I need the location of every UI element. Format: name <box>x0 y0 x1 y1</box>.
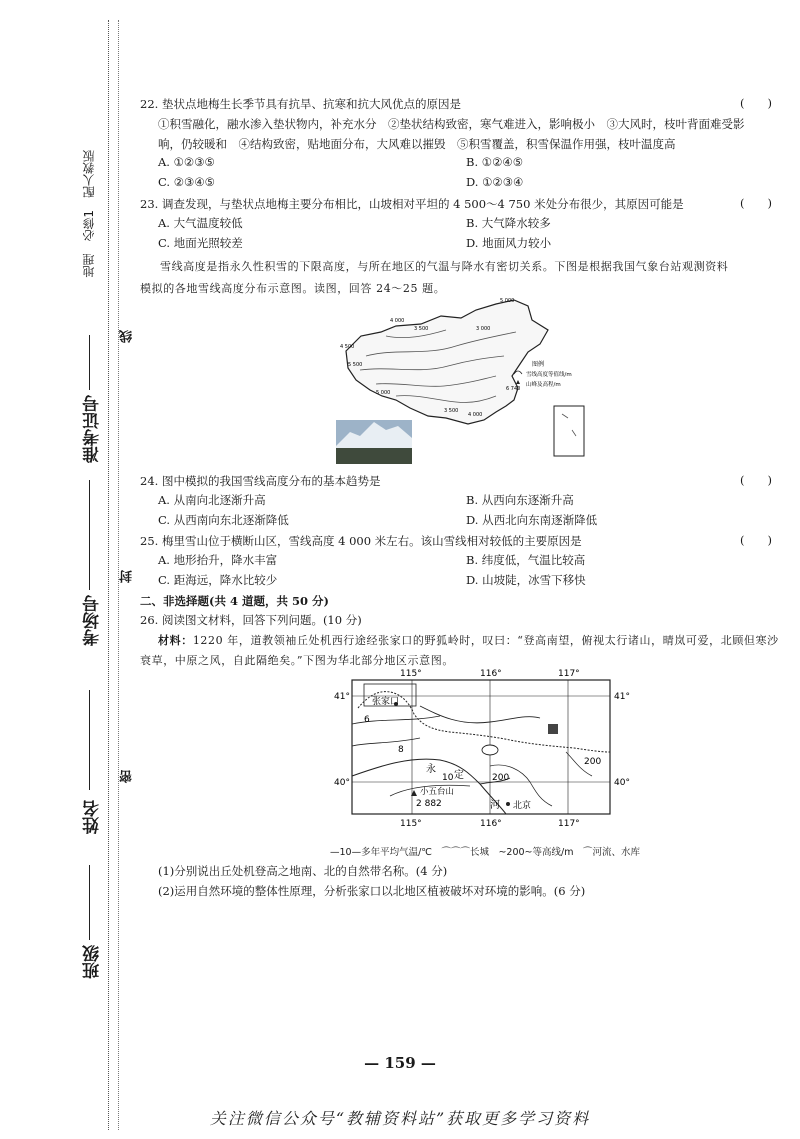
q25-option-a[interactable]: A. 地形抬升，降水丰富 <box>158 553 278 567</box>
q25-option-d[interactable]: D. 山坡陡，冰雪下移快 <box>466 573 586 587</box>
q24-option-a[interactable]: A. 从南向北逐渐升高 <box>158 493 266 507</box>
contour-label: 3 500 <box>414 326 429 332</box>
q25-stem: 25. 梅里雪山位于横断山区，雪线高度 4 000 米左右。该山雪线相对较低的主要原因是 <box>140 534 582 548</box>
q22-stem: 22. 垫状点地梅生长季节具有抗旱、抗寒和抗大风优点的原因是 <box>140 97 461 111</box>
q22-answer-paren[interactable]: ( ) <box>740 96 772 110</box>
peak-elevation: 2 882 <box>416 799 442 809</box>
seal-xian: 线 <box>120 330 135 343</box>
lon-label: 116° <box>480 669 502 679</box>
isotherm-label: 6 <box>364 715 370 725</box>
north-china-map <box>330 666 630 842</box>
exam-id-blank[interactable] <box>89 335 90 390</box>
contour-label: 3 000 <box>476 326 491 332</box>
q23-answer-paren[interactable]: ( ) <box>740 196 772 210</box>
q25-option-b[interactable]: B. 纬度低，气温比较高 <box>466 553 586 567</box>
page-number: — 159 — <box>364 1054 436 1072</box>
place-xiaowutai: 小五台山 <box>420 787 455 797</box>
seal-feng: 封 <box>120 570 135 583</box>
q22-statement-line2: 响，仍较暖和 ④结构致密，贴地面分布，大风难以摧毁 ⑤积雪覆盖，积雪保温作用强，枝叶温度高 <box>158 137 676 151</box>
peak-icon <box>516 380 520 384</box>
legend-peak: 山峰及高程/m <box>526 382 561 388</box>
place-ding: 定 <box>454 770 464 781</box>
q25-answer-paren[interactable]: ( ) <box>740 533 772 547</box>
lon-label: 117° <box>558 669 580 679</box>
q26-sub2: (2)运用自然环境的整体性原理，分析张家口以北地区植被破坏对环境的影响。(6 分) <box>158 884 586 898</box>
lat-label: 40° <box>334 778 350 788</box>
lat-label: 40° <box>614 778 630 788</box>
q23-option-d[interactable]: D. 地面风力较小 <box>466 236 552 250</box>
q23-stem: 23. 调查发现，与垫状点地梅主要分布相比，山坡相对平坦的 4 500～4 750 米处分布很少，其原因可能是 <box>140 197 684 211</box>
q22-option-a[interactable]: A. ①②③⑤ <box>158 155 215 169</box>
class-blank[interactable] <box>89 865 90 940</box>
lon-label: 115° <box>400 669 422 679</box>
q24-option-c[interactable]: C. 从西南向东北逐渐降低 <box>158 513 289 527</box>
binding-dotted-line <box>108 20 109 1130</box>
sidebar-name-label: 姓名 <box>83 800 103 834</box>
contour-label: 4 500 <box>340 344 355 350</box>
footer-note: 关注微信公众号“教辅资料站”获取更多学习资料 <box>209 1109 591 1128</box>
q25-option-c[interactable]: C. 距海远，降水比较少 <box>158 573 278 587</box>
material-label: 材料： <box>158 634 193 647</box>
passage-snowline-line1: 雪线高度是指永久性积雪的下限高度，与所在地区的气温与降水有密切关系。下图是根据我国气象台站观测资料 <box>160 260 729 273</box>
contour-label: 5 000 <box>500 298 515 304</box>
passage-snowline-line2: 模拟的各地雪线高度分布示意图。读图，回答 24～25 题。 <box>140 282 446 295</box>
room-no-blank[interactable] <box>89 480 90 590</box>
contour-label: 200 <box>584 757 602 767</box>
isotherm-label: 10 <box>442 773 454 783</box>
seal-mi: 密 <box>120 770 135 783</box>
china-outline <box>346 300 548 424</box>
q24-option-d[interactable]: D. 从西北向东南逐渐降低 <box>466 513 598 527</box>
reservoir <box>548 724 558 734</box>
q26-sub1: (1)分别说出丘处机登高之地南、北的自然带名称。(4 分) <box>158 864 448 878</box>
q24-answer-paren[interactable]: ( ) <box>740 473 772 487</box>
sidebar-room-no-label: 考场号 <box>83 595 103 646</box>
q26-stem: 26. 阅读图文材料，回答下列问题。(10 分) <box>140 613 362 627</box>
sidebar-class-label: 班级 <box>83 945 103 979</box>
south-china-sea-inset <box>554 406 584 456</box>
q26-material-line2: 衰草，中原之风，自此隔绝矣。”下图为华北部分地区示意图。 <box>140 654 454 667</box>
place-yong: 永 <box>426 764 436 775</box>
q23-option-a[interactable]: A. 大气温度较低 <box>158 216 243 230</box>
beijing-marker <box>506 802 510 806</box>
q24-option-b[interactable]: B. 从西向东逐渐升高 <box>466 493 574 507</box>
sidebar-exam-id-label: 准考证号 <box>83 395 103 463</box>
q22-option-b[interactable]: B. ①②④⑤ <box>466 155 524 169</box>
place-beijing: 北京 <box>513 801 532 811</box>
contour-label: 4 000 <box>390 318 405 324</box>
q22-option-c[interactable]: C. ②③④⑤ <box>158 175 215 189</box>
lon-label: 116° <box>480 819 502 829</box>
lon-label: 115° <box>400 819 422 829</box>
q23-option-b[interactable]: B. 大气降水较多 <box>466 216 551 230</box>
q23-option-c[interactable]: C. 地面光照较差 <box>158 236 243 250</box>
q26-material-line1: 材料：1220 年，道教领袖丘处机西行途经张家口的野狐岭时，叹曰：“登高南望，俯视太行诸山，晴岚可爱，北顾但寒沙 <box>158 634 779 647</box>
legend-peak-value: 6 740 <box>506 386 521 392</box>
lon-label: 117° <box>558 819 580 829</box>
contour-label: 4 000 <box>468 412 483 418</box>
contour-label: 5 000 <box>376 390 391 396</box>
map2-legend: —10—多年平均气温/℃ ⌒⌒⌒长城 ~200~等高线/m ⌒河流、水库 <box>330 847 640 858</box>
lat-label: 41° <box>614 692 630 702</box>
contour-label: 3 500 <box>444 408 459 414</box>
forest-foreground <box>336 448 412 464</box>
place-zhangjiakou: 张家口 <box>372 697 400 707</box>
contour-label: 5 500 <box>348 362 363 368</box>
legend-contour: 雪线高度等值线/m <box>526 372 572 378</box>
q22-statement-line1: ①积雪融化，融水渗入垫状物内，补充水分 ②垫状结构致密，寒气难进入，影响极小 ③大风时，枝叶背面难受影 <box>158 117 745 131</box>
sidebar-subject: 地理 必修1 配人教版 <box>82 150 96 278</box>
name-blank[interactable] <box>89 690 90 790</box>
section-title: 二、非选择题(共 4 道题，共 50 分) <box>140 594 329 608</box>
q22-option-d[interactable]: D. ①②③④ <box>466 175 524 189</box>
snowline-map <box>336 296 600 466</box>
reservoir <box>482 745 498 755</box>
isotherm-label: 8 <box>398 745 404 755</box>
legend-title: 图例 <box>532 361 545 368</box>
q24-stem: 24. 图中模拟的我国雪线高度分布的基本趋势是 <box>140 474 381 488</box>
contour-label: 200 <box>492 773 510 783</box>
lat-label: 41° <box>334 692 350 702</box>
place-he: 河 <box>490 800 500 811</box>
